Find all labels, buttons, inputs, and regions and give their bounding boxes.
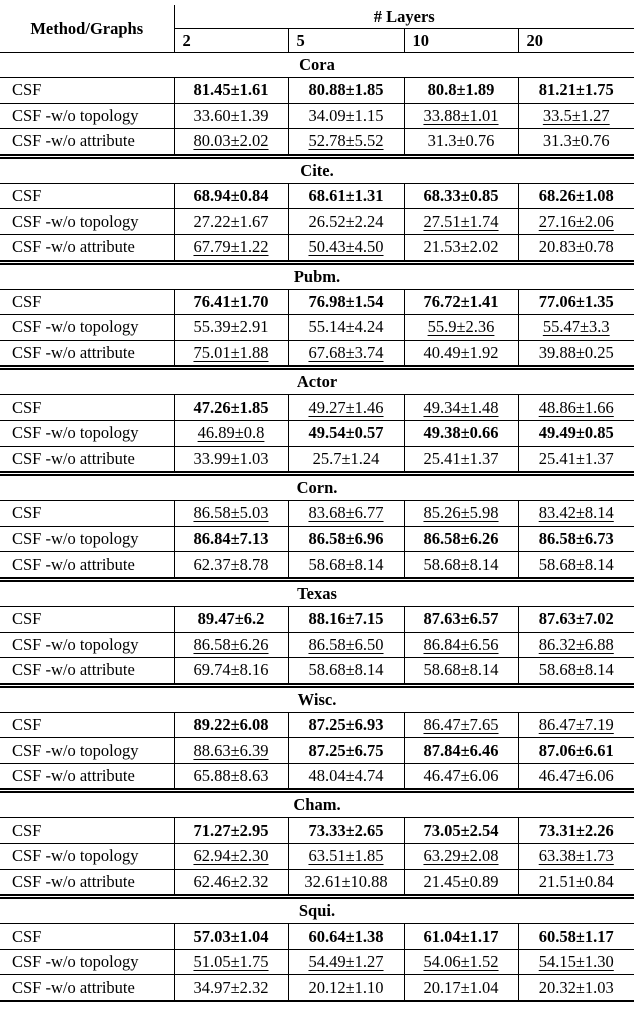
value-cell: [288, 78, 404, 104]
value-cell: [404, 606, 518, 632]
value-cell: [518, 763, 634, 791]
dataset-header-row: [0, 474, 634, 501]
value-text: 26.52±2.24: [308, 211, 384, 231]
value-text: 76.72±1.41: [423, 291, 499, 311]
value-text: 87.06±6.61: [538, 740, 614, 760]
method-name-cell: CSF: [0, 289, 174, 315]
value-text: 88.16±7.15: [308, 609, 384, 629]
value-cell: [518, 78, 634, 104]
value-cell: [288, 129, 404, 157]
value-cell: [288, 606, 404, 632]
dataset-name: Pubm.: [0, 262, 634, 289]
value-text: 54.49±1.27: [308, 952, 384, 972]
method-name-cell: CSF -w/o topology: [0, 103, 174, 129]
method-name-cell: CSF: [0, 395, 174, 421]
value-cell: [288, 209, 404, 235]
value-text: 83.68±6.77: [308, 503, 384, 523]
value-text: 83.42±8.14: [538, 503, 614, 523]
value-text: 49.49±0.85: [538, 423, 614, 443]
value-text: 48.86±1.66: [538, 397, 614, 417]
value-text: 80.88±1.85: [308, 80, 384, 100]
dataset-name: Texas: [0, 579, 634, 606]
value-text: 87.25±6.93: [308, 714, 384, 734]
method-name-cell: CSF -w/o topology: [0, 632, 174, 658]
value-text: 80.8±1.89: [427, 80, 495, 100]
value-text: 86.47±7.65: [423, 714, 499, 734]
value-cell: [404, 340, 518, 368]
value-text: 63.38±1.73: [538, 846, 614, 866]
dataset-header-row: [0, 53, 634, 78]
dataset-header-row: [0, 368, 634, 395]
value-text: 65.88±8.63: [193, 766, 269, 786]
value-cell: [518, 420, 634, 446]
value-cell: [404, 975, 518, 1001]
method-name-cell: CSF -w/o attribute: [0, 129, 174, 157]
value-text: 54.06±1.52: [423, 952, 499, 972]
value-text: 27.22±1.67: [193, 211, 269, 231]
method-name-cell: CSF: [0, 501, 174, 527]
value-text: 58.68±8.14: [538, 554, 614, 574]
value-text: 40.49±1.92: [423, 343, 499, 363]
dataset-header-row: [0, 791, 634, 818]
value-text: 62.94±2.30: [193, 846, 269, 866]
dataset-name: Corn.: [0, 474, 634, 501]
value-text: 49.27±1.46: [308, 397, 384, 417]
value-cell: [518, 632, 634, 658]
table-row: [0, 606, 634, 632]
value-text: 54.15±1.30: [538, 952, 614, 972]
value-cell: [174, 738, 288, 764]
value-cell: [518, 103, 634, 129]
value-text: 55.39±2.91: [193, 317, 269, 337]
value-text: 86.84±7.13: [193, 529, 269, 549]
value-text: 46.47±6.06: [538, 766, 614, 786]
value-cell: [518, 924, 634, 950]
dataset-header-row: [0, 897, 634, 924]
value-text: 86.58±5.03: [193, 503, 269, 523]
table-row: [0, 738, 634, 764]
value-text: 52.78±5.52: [308, 131, 384, 151]
value-text: 76.98±1.54: [308, 291, 384, 311]
value-text: 67.68±3.74: [308, 343, 384, 363]
value-cell: [288, 949, 404, 975]
value-text: 68.33±0.85: [423, 186, 499, 206]
table-row: [0, 712, 634, 738]
value-cell: [174, 949, 288, 975]
method-name-cell: CSF -w/o attribute: [0, 975, 174, 1001]
value-cell: [174, 924, 288, 950]
dataset-name: Cora: [0, 53, 634, 78]
value-text: 49.54±0.57: [308, 423, 384, 443]
value-cell: [174, 606, 288, 632]
value-cell: [174, 315, 288, 341]
value-text: 50.43±4.50: [308, 237, 384, 257]
value-text: 75.01±1.88: [193, 343, 269, 363]
value-cell: [288, 712, 404, 738]
value-text: 60.58±1.17: [538, 926, 614, 946]
value-cell: [518, 501, 634, 527]
value-cell: [288, 315, 404, 341]
value-text: 31.3±0.76: [542, 131, 610, 151]
value-text: 80.03±2.02: [193, 131, 269, 151]
value-cell: [404, 738, 518, 764]
value-text: 87.63±6.57: [423, 609, 499, 629]
value-cell: [288, 658, 404, 686]
value-cell: [174, 209, 288, 235]
table-row: [0, 420, 634, 446]
value-text: 86.58±6.73: [538, 529, 614, 549]
value-text: 86.58±6.50: [308, 634, 384, 654]
value-text: 49.38±0.66: [423, 423, 499, 443]
value-text: 47.26±1.85: [193, 397, 269, 417]
table-row: [0, 289, 634, 315]
value-cell: [404, 209, 518, 235]
value-cell: [174, 78, 288, 104]
value-text: 46.47±6.06: [423, 766, 499, 786]
table-row: [0, 395, 634, 421]
value-cell: [518, 289, 634, 315]
value-text: 63.51±1.85: [308, 846, 384, 866]
method-name-cell: CSF -w/o topology: [0, 526, 174, 552]
value-cell: [174, 818, 288, 844]
value-cell: [174, 975, 288, 1001]
value-cell: [288, 340, 404, 368]
value-text: 89.22±6.08: [193, 714, 269, 734]
value-cell: [174, 395, 288, 421]
value-cell: [518, 818, 634, 844]
dataset-name: Actor: [0, 368, 634, 395]
value-text: 27.51±1.74: [423, 211, 499, 231]
table-row: [0, 78, 634, 104]
value-cell: [288, 924, 404, 950]
value-cell: [518, 738, 634, 764]
method-name-cell: CSF -w/o attribute: [0, 340, 174, 368]
dataset-header-row: [0, 685, 634, 712]
table-row: [0, 340, 634, 368]
value-text: 20.12±1.10: [308, 977, 384, 997]
method-name-cell: CSF: [0, 712, 174, 738]
table-row: [0, 446, 634, 474]
value-text: 68.94±0.84: [193, 186, 269, 206]
value-cell: [518, 712, 634, 738]
value-cell: [174, 712, 288, 738]
method-name-cell: CSF -w/o topology: [0, 315, 174, 341]
dataset-name: Cham.: [0, 791, 634, 818]
value-text: 73.05±2.54: [423, 820, 499, 840]
layers-header: # Layers: [174, 5, 634, 29]
value-text: 55.47±3.3: [542, 317, 610, 337]
value-cell: [174, 844, 288, 870]
table-row: [0, 818, 634, 844]
value-cell: [404, 183, 518, 209]
value-text: 51.05±1.75: [193, 952, 269, 972]
value-cell: [174, 183, 288, 209]
value-text: 20.32±1.03: [538, 977, 614, 997]
dataset-header-row: [0, 579, 634, 606]
value-text: 58.68±8.14: [538, 660, 614, 680]
value-text: 68.26±1.08: [538, 186, 614, 206]
value-cell: [174, 234, 288, 262]
value-text: 21.51±0.84: [538, 871, 614, 891]
value-text: 25.41±1.37: [538, 448, 614, 468]
value-cell: [288, 552, 404, 580]
value-cell: [174, 446, 288, 474]
value-text: 88.63±6.39: [193, 740, 269, 760]
value-text: 31.3±0.76: [427, 131, 495, 151]
results-body: [0, 53, 634, 1002]
value-text: 81.21±1.75: [538, 80, 614, 100]
value-text: 34.97±2.32: [193, 977, 269, 997]
value-text: 33.5±1.27: [542, 105, 610, 125]
value-cell: [404, 446, 518, 474]
value-text: 58.68±8.14: [308, 660, 384, 680]
value-cell: [404, 103, 518, 129]
method-name-cell: CSF -w/o topology: [0, 738, 174, 764]
value-text: 60.64±1.38: [308, 926, 384, 946]
value-text: 25.41±1.37: [423, 448, 499, 468]
value-cell: [288, 738, 404, 764]
value-cell: [404, 395, 518, 421]
value-cell: [288, 844, 404, 870]
method-name-cell: CSF -w/o attribute: [0, 869, 174, 897]
method-name-cell: CSF -w/o topology: [0, 949, 174, 975]
value-cell: [404, 315, 518, 341]
value-text: 87.84±6.46: [423, 740, 499, 760]
value-cell: [174, 632, 288, 658]
value-text: 86.84±6.56: [423, 634, 499, 654]
value-text: 33.60±1.39: [193, 105, 269, 125]
value-text: 68.61±1.31: [308, 186, 384, 206]
value-text: 55.14±4.24: [308, 317, 384, 337]
layer-header-2: 2: [174, 29, 288, 53]
value-text: 87.63±7.02: [538, 609, 614, 629]
value-cell: [174, 763, 288, 791]
method-name-cell: CSF -w/o topology: [0, 209, 174, 235]
value-text: 61.04±1.17: [423, 926, 499, 946]
value-text: 58.68±8.14: [308, 554, 384, 574]
value-text: 20.17±1.04: [423, 977, 499, 997]
value-text: 27.16±2.06: [538, 211, 614, 231]
value-cell: [404, 818, 518, 844]
value-cell: [404, 658, 518, 686]
value-cell: [288, 103, 404, 129]
value-cell: [288, 395, 404, 421]
value-text: 33.88±1.01: [423, 105, 499, 125]
value-text: 20.83±0.78: [538, 237, 614, 257]
value-text: 81.45±1.61: [193, 80, 269, 100]
value-text: 33.99±1.03: [193, 448, 269, 468]
table-row: [0, 658, 634, 686]
value-text: 86.58±6.96: [308, 529, 384, 549]
dataset-header-row: [0, 156, 634, 183]
value-text: 69.74±8.16: [193, 660, 269, 680]
method-name-cell: CSF: [0, 924, 174, 950]
dataset-name: Wisc.: [0, 685, 634, 712]
value-text: 39.88±0.25: [538, 343, 614, 363]
value-cell: [404, 420, 518, 446]
value-cell: [404, 924, 518, 950]
value-text: 77.06±1.35: [538, 291, 614, 311]
value-cell: [174, 129, 288, 157]
value-text: 21.45±0.89: [423, 871, 499, 891]
table-row: [0, 763, 634, 791]
value-cell: [518, 209, 634, 235]
method-graphs-header: Method/Graphs: [0, 5, 174, 53]
table-row: [0, 975, 634, 1001]
method-name-cell: CSF: [0, 818, 174, 844]
value-cell: [518, 234, 634, 262]
value-cell: [404, 632, 518, 658]
value-cell: [174, 526, 288, 552]
value-cell: [174, 289, 288, 315]
value-cell: [518, 340, 634, 368]
value-text: 48.04±4.74: [308, 766, 384, 786]
value-text: 87.25±6.75: [308, 740, 384, 760]
method-name-cell: CSF -w/o topology: [0, 844, 174, 870]
value-text: 62.46±2.32: [193, 871, 269, 891]
method-name-cell: CSF -w/o attribute: [0, 552, 174, 580]
value-cell: [288, 526, 404, 552]
method-name-cell: CSF -w/o attribute: [0, 446, 174, 474]
value-text: 21.53±2.02: [423, 237, 499, 257]
value-text: 58.68±8.14: [423, 660, 499, 680]
results-table: [0, 5, 634, 1002]
value-text: 67.79±1.22: [193, 237, 269, 257]
value-cell: [288, 632, 404, 658]
table-row: [0, 234, 634, 262]
table-row: [0, 526, 634, 552]
method-name-cell: CSF: [0, 78, 174, 104]
table-row: [0, 183, 634, 209]
value-cell: [404, 78, 518, 104]
value-text: 86.58±6.26: [193, 634, 269, 654]
value-text: 85.26±5.98: [423, 503, 499, 523]
layer-header-5: 5: [288, 29, 404, 53]
value-cell: [404, 844, 518, 870]
table-row: [0, 552, 634, 580]
value-cell: [404, 289, 518, 315]
value-text: 55.9±2.36: [427, 317, 495, 337]
value-cell: [288, 975, 404, 1001]
method-name-cell: CSF -w/o attribute: [0, 234, 174, 262]
value-cell: [404, 552, 518, 580]
table-row: [0, 924, 634, 950]
value-cell: [404, 526, 518, 552]
value-cell: [518, 658, 634, 686]
value-text: 86.47±7.19: [538, 714, 614, 734]
value-cell: [518, 844, 634, 870]
value-cell: [404, 949, 518, 975]
value-cell: [174, 420, 288, 446]
value-cell: [518, 446, 634, 474]
method-name-cell: CSF: [0, 606, 174, 632]
value-cell: [288, 869, 404, 897]
value-text: 76.41±1.70: [193, 291, 269, 311]
value-cell: [288, 818, 404, 844]
value-text: 46.89±0.8: [197, 423, 265, 443]
dataset-name: Squi.: [0, 897, 634, 924]
layer-header-20: 20: [518, 29, 634, 53]
value-cell: [174, 552, 288, 580]
method-name-cell: CSF -w/o attribute: [0, 763, 174, 791]
value-text: 73.31±2.26: [538, 820, 614, 840]
value-cell: [288, 420, 404, 446]
table-row: [0, 209, 634, 235]
value-text: 57.03±1.04: [193, 926, 269, 946]
value-cell: [288, 763, 404, 791]
value-cell: [404, 234, 518, 262]
table-row: [0, 501, 634, 527]
value-cell: [404, 501, 518, 527]
value-cell: [404, 129, 518, 157]
value-cell: [288, 501, 404, 527]
value-text: 71.27±2.95: [193, 820, 269, 840]
value-cell: [288, 183, 404, 209]
value-cell: [174, 658, 288, 686]
value-text: 86.58±6.26: [423, 529, 499, 549]
table-row: [0, 632, 634, 658]
value-cell: [518, 949, 634, 975]
value-text: 25.7±1.24: [312, 448, 380, 468]
layer-header-10: 10: [404, 29, 518, 53]
value-text: 62.37±8.78: [193, 554, 269, 574]
value-text: 63.29±2.08: [423, 846, 499, 866]
value-cell: [404, 763, 518, 791]
value-text: 58.68±8.14: [423, 554, 499, 574]
value-text: 32.61±10.88: [304, 871, 388, 891]
value-cell: [174, 103, 288, 129]
value-cell: [518, 129, 634, 157]
value-cell: [518, 869, 634, 897]
value-cell: [518, 526, 634, 552]
value-cell: [518, 315, 634, 341]
value-cell: [518, 606, 634, 632]
method-name-cell: CSF: [0, 183, 174, 209]
value-cell: [518, 395, 634, 421]
value-cell: [518, 183, 634, 209]
value-cell: [174, 501, 288, 527]
dataset-name: Cite.: [0, 156, 634, 183]
value-cell: [288, 289, 404, 315]
method-name-cell: CSF -w/o attribute: [0, 658, 174, 686]
value-text: 86.32±6.88: [538, 634, 614, 654]
table-row: [0, 315, 634, 341]
value-cell: [518, 552, 634, 580]
dataset-header-row: [0, 262, 634, 289]
method-name-cell: CSF -w/o topology: [0, 420, 174, 446]
value-text: 49.34±1.48: [423, 397, 499, 417]
value-text: 73.33±2.65: [308, 820, 384, 840]
value-cell: [288, 234, 404, 262]
table-row: [0, 129, 634, 157]
table-row: [0, 103, 634, 129]
table-row: [0, 949, 634, 975]
value-text: 34.09±1.15: [308, 105, 384, 125]
value-cell: [518, 975, 634, 1001]
table-row: [0, 844, 634, 870]
value-cell: [404, 712, 518, 738]
value-cell: [174, 869, 288, 897]
table-row: [0, 869, 634, 897]
value-cell: [174, 340, 288, 368]
value-cell: [404, 869, 518, 897]
value-cell: [288, 446, 404, 474]
value-text: 89.47±6.2: [197, 609, 265, 629]
